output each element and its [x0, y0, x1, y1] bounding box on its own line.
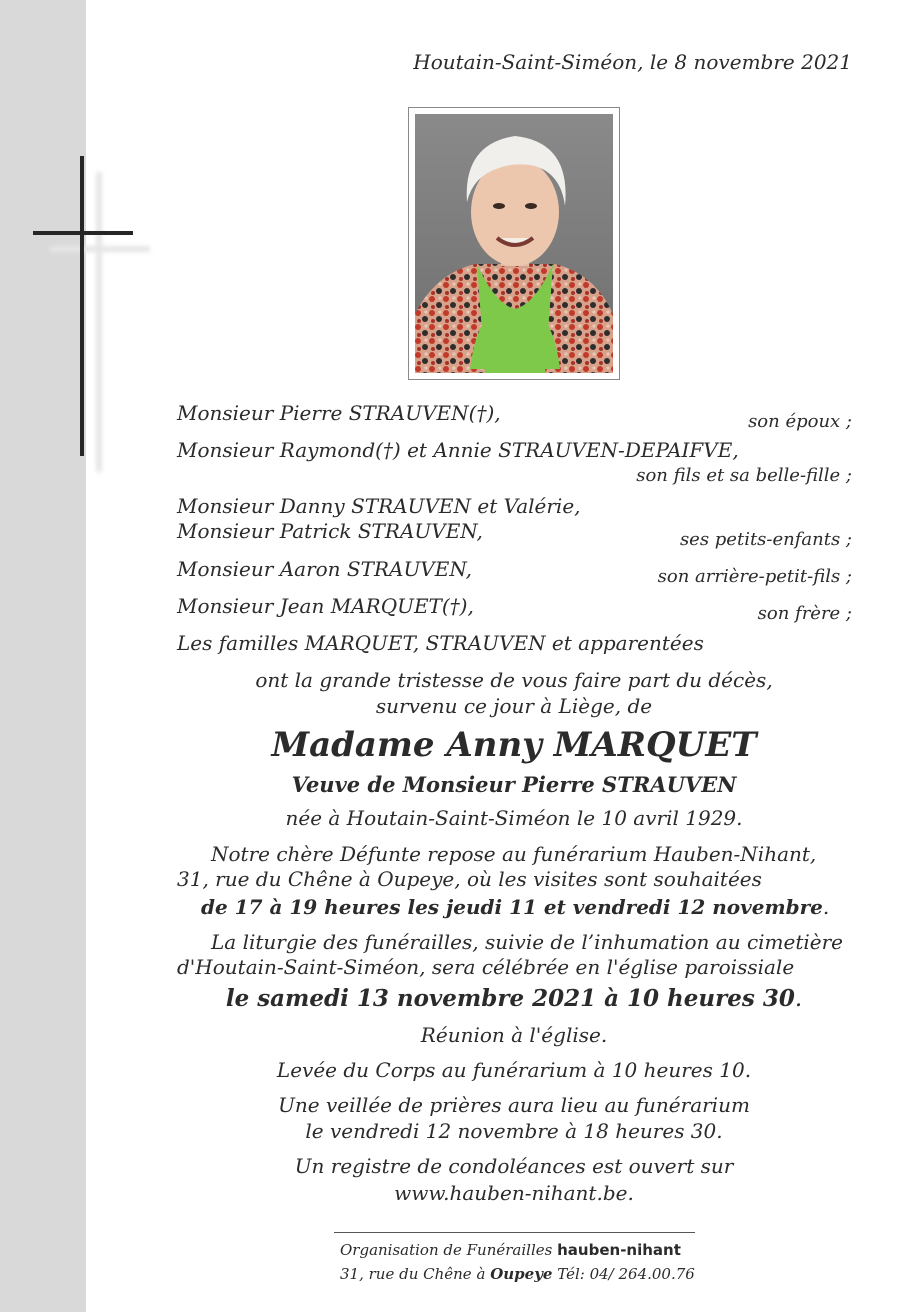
liturgy-line-2: d'Houtain-Saint-Siméon, sera célébrée en l'église paroissiale	[177, 955, 795, 979]
footer-org-label: Organisation de Funérailles	[340, 1241, 553, 1259]
levee-line: Levée du Corps au funérarium à 10 heures 10.	[276, 1058, 752, 1082]
family-role-5: son arrière-petit-fils ;	[657, 566, 852, 587]
footer-phone: Tél: 04/ 264.00.76	[557, 1265, 695, 1283]
funeral-date: le samedi 13 novembre 2021 à 10 heures 30	[225, 985, 795, 1012]
left-sidebar-band	[0, 0, 86, 1312]
family-name-6: Monsieur Jean MARQUET(†),	[177, 594, 474, 618]
cross-shadow-horizontal	[50, 246, 150, 252]
footer-city: Oupeye	[490, 1265, 553, 1283]
place-date: Houtain-Saint-Siméon, le 8 novembre 2021	[413, 50, 852, 74]
family-role-6: son frère ;	[757, 603, 852, 624]
family-name-5: Monsieur Aaron STRAUVEN,	[177, 557, 472, 581]
cross-vertical-bar	[80, 156, 84, 456]
cross-shadow-vertical	[96, 172, 102, 472]
deceased-birth: née à Houtain-Saint-Siméon le 10 avril 1929.	[285, 806, 743, 830]
family-name-7: Les familles MARQUET, STRAUVEN et apparentées	[177, 631, 704, 655]
registre-link[interactable]: www.hauben-nihant.be.	[394, 1181, 634, 1205]
funeral-date-period: .	[794, 986, 803, 1012]
visitation-dates-period: .	[822, 895, 830, 919]
veillee-line-1: Une veillée de prières aura lieu au funérarium	[278, 1093, 750, 1117]
reunion-line: Réunion à l'église.	[420, 1023, 608, 1047]
liturgy-line-1: La liturgie des funérailles, suivie de l’inhumation au cimetière	[211, 930, 844, 954]
veillee-line-2: le vendredi 12 novembre à 18 heures 30.	[305, 1119, 723, 1143]
family-role-2: son fils et sa belle-fille ;	[636, 465, 852, 486]
cross-horizontal-bar	[33, 231, 133, 235]
registre-line-1: Un registre de condoléances est ouvert sur	[294, 1154, 734, 1178]
visitation-dates: de 17 à 19 heures les jeudi 11 et vendredi 12 novembre	[201, 895, 823, 919]
visitation-line-1: Notre chère Défunte repose au funérarium Hauben-Nihant,	[211, 842, 817, 866]
announcement-line-2: survenu ce jour à Liège, de	[375, 694, 653, 718]
family-name-3: Monsieur Danny STRAUVEN et Valérie,	[177, 494, 581, 518]
portrait-frame	[408, 107, 620, 380]
visitation-line-2: 31, rue du Chêne à Oupeye, où les visites sont souhaitées	[177, 867, 762, 891]
family-name-1: Monsieur Pierre STRAUVEN(†),	[177, 401, 501, 425]
family-name-4: Monsieur Patrick STRAUVEN,	[177, 519, 483, 543]
footer-organisation	[340, 1241, 681, 1259]
family-name-2: Monsieur Raymond(†) et Annie STRAUVEN-DEPAIFVE,	[177, 438, 739, 462]
family-role-4: ses petits-enfants ;	[679, 529, 852, 550]
footer-divider	[334, 1232, 695, 1233]
announcement-line-1: ont la grande tristesse de vous faire part du décès,	[255, 668, 773, 692]
visitation-line-3	[201, 895, 829, 919]
family-role-1: son époux ;	[748, 411, 852, 432]
liturgy-line-3	[86, 985, 918, 1012]
footer-address	[340, 1265, 695, 1283]
deceased-name: Madame Anny MARQUET	[271, 725, 757, 765]
deceased-widow-of: Veuve de Monsieur Pierre STRAUVEN	[291, 772, 737, 797]
footer-brand-logo: hauben-nihant	[557, 1241, 681, 1259]
footer-street: 31, rue du Chêne à	[340, 1265, 486, 1283]
portrait-photo	[415, 114, 613, 373]
